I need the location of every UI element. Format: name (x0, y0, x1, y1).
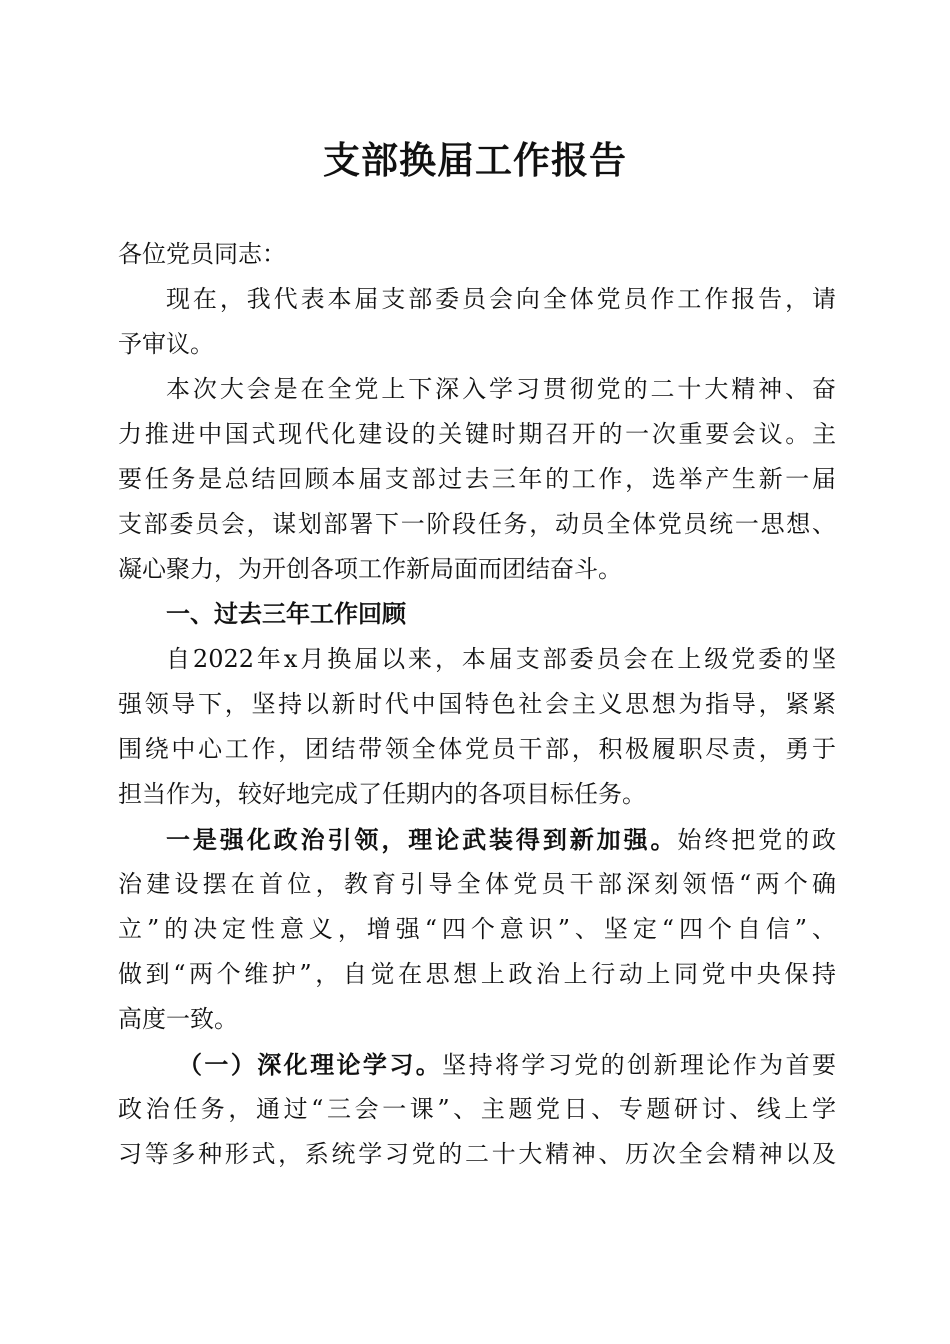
salutation: 各位党员同志： (118, 240, 286, 268)
paragraph-line: 现在，我代表本届支部委员会向全体党员作工作报告，请 (166, 285, 836, 313)
paragraph-line: 习等多种形式，系统学习党的二十大精神、历次全会精神以及 (118, 1140, 836, 1168)
paragraph-line-rest: 坚持将学习党的创新理论作为首要 (442, 1051, 837, 1079)
paragraph-line-rest: 始终把党的政 (677, 826, 837, 854)
paragraph-line: 担当作为，较好地完成了任期内的各项目标任务。 (118, 780, 646, 808)
paragraph-line: 本次大会是在全党上下深入学习贯彻党的二十大精神、奋 (166, 375, 836, 403)
paragraph-line: 做到“两个维护”，自觉在思想上政治上行动上同党中央保持 (118, 960, 836, 988)
document-body (118, 232, 836, 1177)
paragraph-line: 凝心聚力，为开创各项工作新局面而团结奋斗。 (118, 555, 622, 583)
paragraph-line: 予审议。 (118, 330, 214, 358)
paragraph-line (118, 1042, 836, 1087)
paragraph-line: 高度一致。 (118, 1005, 238, 1033)
section-heading: 一、过去三年工作回顾 (166, 600, 406, 628)
paragraph-line: 政治任务，通过“三会一课”、主题党日、专题研讨、线上学 (118, 1095, 836, 1123)
paragraph-line: 围绕中心工作，团结带领全体党员干部，积极履职尽责，勇于 (118, 735, 836, 763)
paragraph-line: 要任务是总结回顾本届支部过去三年的工作，选举产生新一届 (118, 465, 836, 493)
paragraph-line: 自2022年x月换届以来，本届支部委员会在上级党委的坚 (166, 645, 836, 673)
paragraph-line: 治建设摆在首位，教育引导全体党员干部深刻领悟“两个确 (118, 870, 836, 898)
paragraph-line: 力推进中国式现代化建设的关键时期召开的一次重要会议。主 (118, 420, 836, 448)
paragraph-line: 支部委员会，谋划部署下一阶段任务，动员全体党员统一思想、 (118, 510, 836, 538)
paragraph-line: 立”的决定性意义，增强“四个意识”、坚定“四个自信”、 (118, 915, 836, 943)
paragraph-lead: 一是强化政治引领，理论武装得到新加强。 (166, 825, 678, 854)
document-title: 支部换届工作报告 (323, 138, 627, 182)
paragraph-line: 强领导下，坚持以新时代中国特色社会主义思想为指导，紧紧 (118, 690, 836, 718)
paragraph-lead: （一）深化理论学习。 (178, 1050, 443, 1079)
paragraph-line (118, 817, 836, 862)
